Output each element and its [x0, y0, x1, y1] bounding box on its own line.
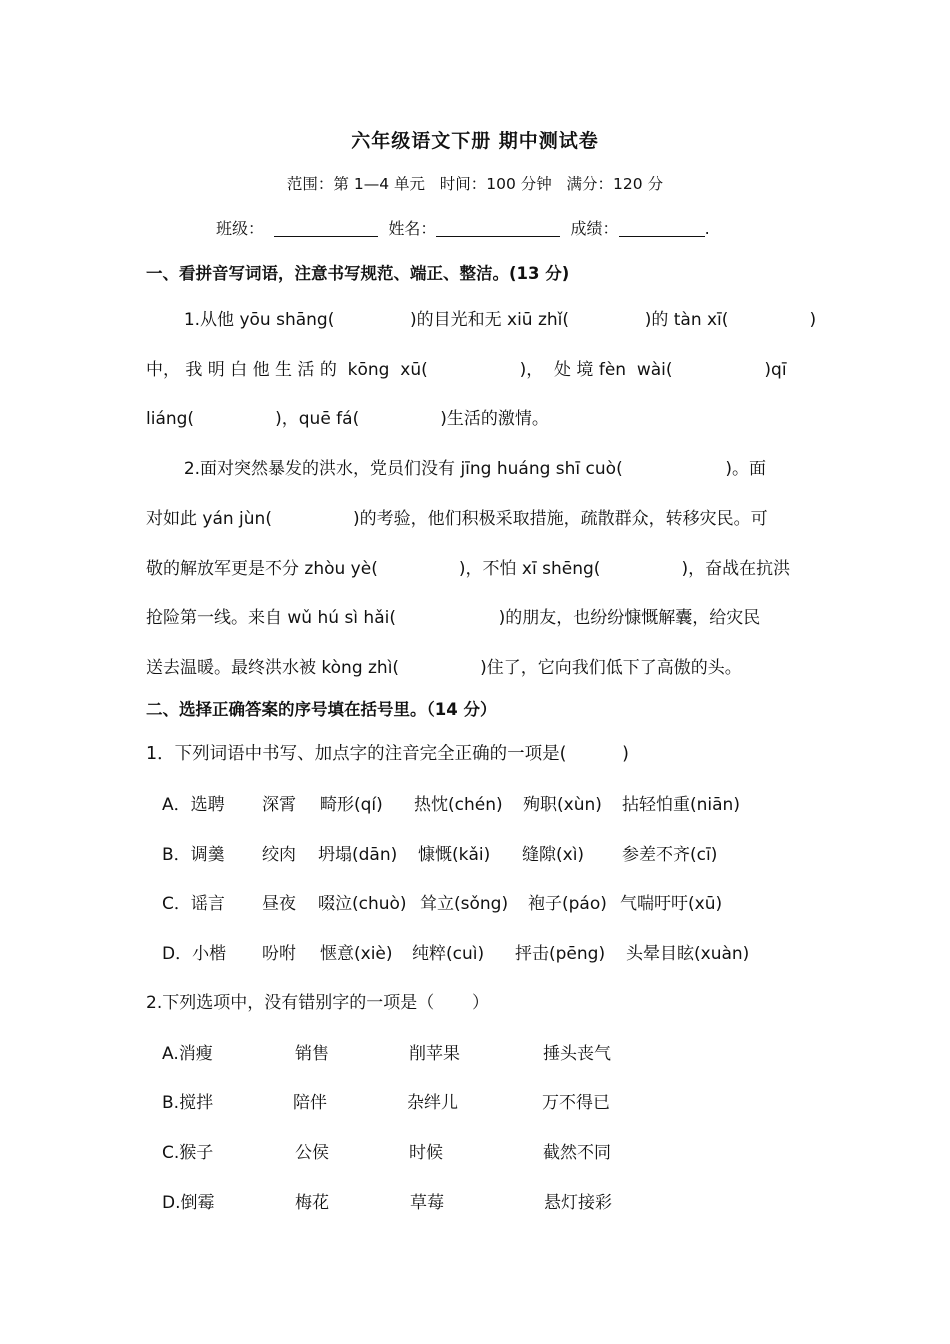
section2-heading: 二、选择正确答案的序号填在括号里。（14 分）: [146, 700, 497, 719]
q1-stem: 1．下列词语中书写、加点字的注音完全正确的一项是( ): [146, 744, 629, 764]
q1-d-word: 头晕目眩(xuàn): [626, 944, 750, 964]
q2-a-word: 销售: [295, 1044, 329, 1064]
q1-d-word: D．小楷: [162, 944, 227, 964]
exam-meta: 范围：第 1—4 单元 时间：100 分钟 满分：120 分: [286, 175, 664, 193]
q2-b-word: 杂绊儿: [407, 1093, 458, 1113]
q2-a-word: A.消瘦: [162, 1044, 213, 1064]
class-blank[interactable]: [274, 220, 378, 237]
q2-b-word: 陪伴: [293, 1093, 327, 1113]
info-end: .: [704, 219, 710, 238]
score-label: 成绩：: [570, 219, 619, 238]
s1-p2-line2: 对如此 yán jùn( )的考验，他们积极采取措施，疏散群众，转移灾民。可: [146, 509, 768, 529]
q1-a-word: A．选聘: [162, 795, 225, 815]
s1-p2-line5: 送去温暖。最终洪水被 kòng zhì( )住了，它向我们低下了高傲的头。: [146, 658, 742, 678]
q1-c-word: 耸立(sǒng): [420, 894, 509, 914]
q1-b-word: 参差不齐(cī): [622, 845, 718, 865]
q2-d-word: 梅花: [295, 1193, 329, 1213]
q1-c-word: C．谣言: [162, 894, 225, 914]
s1-p1-line1: 1.从他 yōu shāng( )的目光和无 xiū zhǐ( )的 tàn xī( ): [146, 310, 817, 330]
q1-c-word: 啜泣(chuò): [318, 894, 407, 914]
s1-p1-line2: 中， 我 明 白 他 生 活 的 kōng xū( )， 处 境 fèn wài( )qī: [146, 360, 787, 380]
q1-b-word: 绞肉: [262, 845, 296, 865]
q2-c-word: C.猴子: [162, 1143, 214, 1163]
q1-d-word: 抨击(pēng): [515, 944, 606, 964]
q1-a-word: 畸形(qí): [320, 795, 383, 815]
q1-b-word: B．调羹: [162, 845, 225, 865]
q2-d-word: D.倒霉: [162, 1193, 215, 1213]
q2-a-word: 捶头丧气: [543, 1044, 611, 1064]
page-title: 六年级语文下册 期中测试卷: [351, 130, 599, 152]
q2-d-word: 草莓: [410, 1193, 444, 1213]
score-blank[interactable]: [619, 220, 705, 237]
q2-stem: 2.下列选项中，没有错别字的一项是（ ）: [146, 993, 490, 1013]
q2-c-word: 截然不同: [543, 1143, 611, 1163]
s1-p2-line3: 敬的解放军更是不分 zhòu yè( )，不怕 xī shēng( )，奋战在抗洪: [146, 559, 791, 579]
q2-c-word: 时候: [409, 1143, 443, 1163]
q1-a-word: 殉职(xùn): [523, 795, 602, 815]
name-blank[interactable]: [436, 220, 560, 237]
q1-b-word: 坍塌(dān): [318, 845, 398, 865]
name-label: 姓名：: [388, 219, 437, 238]
q1-b-word: 慷慨(kǎi): [418, 845, 491, 865]
q1-d-word: 惬意(xiè): [320, 944, 393, 964]
q2-c-word: 公侯: [295, 1143, 329, 1163]
q1-b-word: 缝隙(xì): [522, 845, 585, 865]
q1-a-word: 深霄: [262, 795, 296, 815]
q1-c-word: 袍子(páo): [528, 894, 607, 914]
class-label: 班级：: [216, 219, 265, 238]
q2-a-word: 削苹果: [409, 1044, 460, 1064]
q2-d-word: 悬灯接彩: [544, 1193, 612, 1213]
student-info-line: [216, 216, 710, 239]
q1-a-word: 热忱(chén): [414, 795, 503, 815]
q1-d-word: 纯粹(cuì): [412, 944, 485, 964]
s1-p2-line4: 抢险第一线。来自 wǔ hú sì hǎi( )的朋友，也纷纷慷慨解囊，给灾民: [146, 608, 761, 628]
q2-b-word: B.搅拌: [162, 1093, 214, 1113]
q1-a-word: 拈轻怕重(niān): [622, 795, 740, 815]
s1-p2-line1: 2.面对突然暴发的洪水，党员们没有 jīng huáng shī cuò( )。面: [146, 459, 767, 479]
section1-heading: 一、看拼音写词语，注意书写规范、端正、整洁。(13 分): [146, 264, 570, 283]
s1-p1-line3: liáng( )，quē fá( )生活的激情。: [146, 409, 549, 429]
q1-c-word: 气喘吁吁(xū): [620, 894, 723, 914]
q2-b-word: 万不得已: [542, 1093, 610, 1113]
q1-d-word: 吩咐: [262, 944, 296, 964]
q1-c-word: 昼夜: [262, 894, 296, 914]
